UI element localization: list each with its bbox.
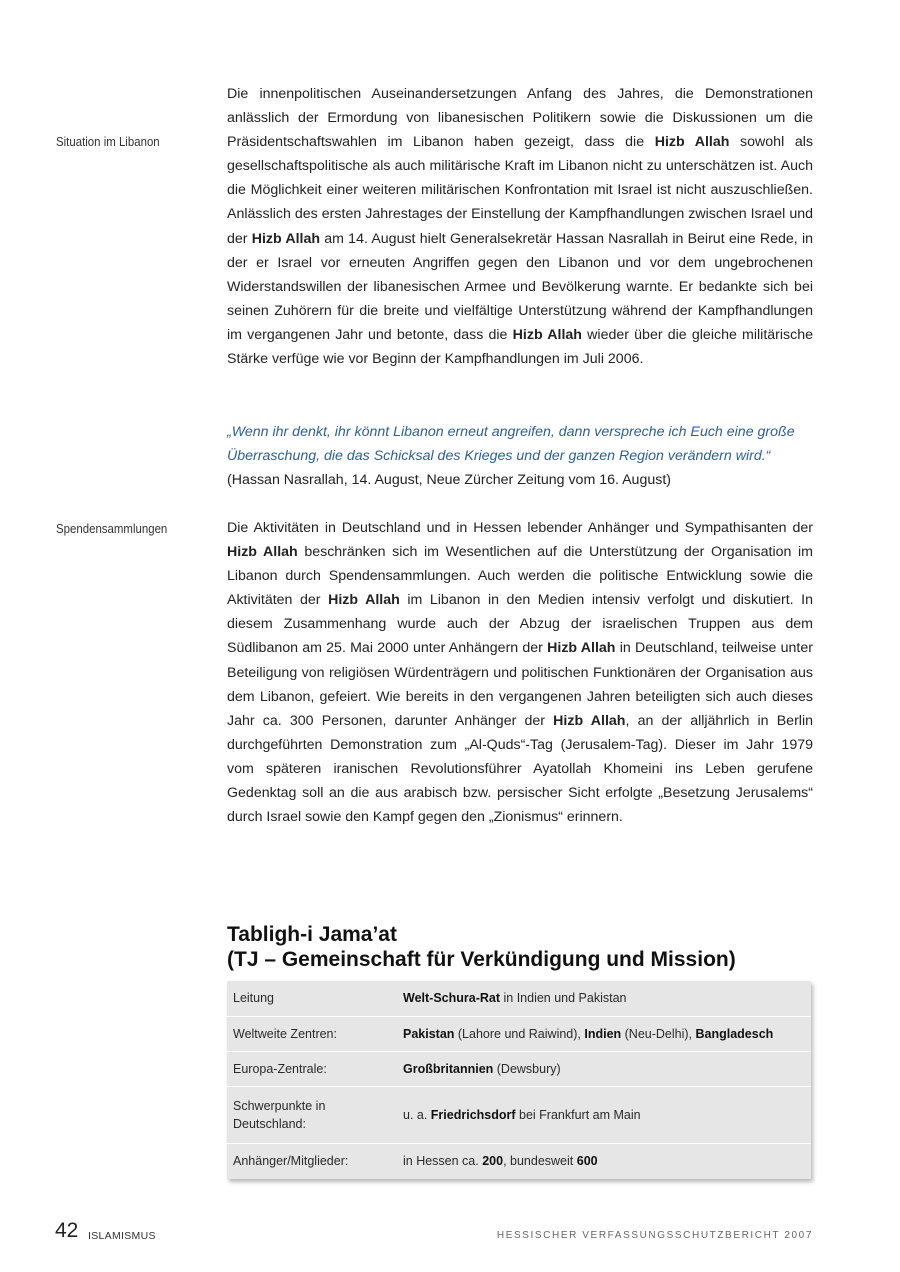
row-label: Europa-Zentrale: xyxy=(227,1051,397,1086)
text-run-bold: Indien xyxy=(584,1026,622,1041)
paragraph-situation-libanon xyxy=(227,82,813,371)
row-value xyxy=(397,1086,811,1143)
footer-publication-title: HESSISCHER VERFASSUNGSSCHUTZBERICHT 2007 xyxy=(496,1230,813,1241)
row-value xyxy=(397,1016,811,1051)
text-run: Die innenpolitischen Auseinandersetzungen Anfang des Jahres, die Demonstrationen anlässlich der Ermordung von libanesischen Politikern sowie die Diskussionen um die Präsidentschaftswahlen im Libanon haben gezeigt, dass die xyxy=(227,86,813,151)
text-run-bold: Großbritannien xyxy=(403,1061,494,1076)
text-run-bold: Welt-Schura-Rat xyxy=(403,991,501,1006)
table-row xyxy=(227,1051,811,1086)
text-run: am 14. August hielt Generalsekretär Hassan Nasrallah in Beirut eine Rede, in der er Israel vor erneuten Angriffen gegen den Libanon und vor dem ungebrochenen Widerstandswillen der libanesischen Armee und Bevölkerung warnte. Er bedankte sich bei seinen Zuhörern für die breite und vielfältige Unterstützung während der Kampfhandlungen im vergangenen Jahr und betonte, dass die xyxy=(227,230,813,343)
nasrallah-quote: „Wenn ihr denkt, ihr könnt Libanon erneut angreifen, dann verspreche ich Euch eine große Überraschung, die das Schicksal des Krieges und der ganzen Region verändern wird.“ xyxy=(227,424,795,465)
text-run: (Neu-Delhi), xyxy=(621,1026,696,1041)
text-run: in Indien und Pakistan xyxy=(500,991,627,1006)
footer-section-name: ISLAMISMUS xyxy=(88,1230,156,1242)
text-run: sowohl als gesellschaftspolitische als auch militärische Kraft im Libanon nicht zu unterschätzen ist. Auch die Möglichkeit einer weiteren militärischen Konfrontation mit Israel ist nicht auszuschließen. Anlässlich des ersten Jahrestages der Einstellung der Kampfhandlungen zwischen Israel und der xyxy=(227,134,813,247)
row-label: Schwerpunkte in Deutschland: xyxy=(227,1086,397,1143)
organization-info-table xyxy=(227,981,811,1179)
text-run-bold: Friedrichsdorf xyxy=(430,1107,516,1122)
text-run: Die Aktivitäten in Deutschland und in Hessen lebender Anhänger und Sympathisanten der xyxy=(227,520,813,536)
text-run: in Hessen ca. xyxy=(403,1154,483,1169)
text-run: (Lahore und Raiwind), xyxy=(454,1026,585,1041)
paragraph-spendensammlungen xyxy=(227,516,813,829)
table-row xyxy=(227,1143,811,1179)
text-run-bold: 200 xyxy=(482,1154,504,1169)
table-row xyxy=(227,1016,811,1051)
text-run-bold: Pakistan xyxy=(403,1026,455,1041)
text-run-bold: 600 xyxy=(576,1154,598,1169)
row-value xyxy=(397,981,811,1016)
margin-note-spenden: Spendensammlungen xyxy=(56,521,168,536)
text-run: im Libanon in den Medien intensiv verfolgt und diskutiert. In diesem Zusammenhang wurde auch der Abzug der israelischen Truppen aus dem Südlibanon am 25. Mai 2000 unter Anhängern der xyxy=(227,592,813,657)
text-run-bold: Hizb Allah xyxy=(512,326,582,343)
text-run: wieder über die gleiche militärische Stärke verfüge wie vor Beginn der Kampfhandlungen im Juli 2006. xyxy=(227,326,813,368)
text-run: (Dewsbury) xyxy=(493,1061,561,1076)
text-run: beschränken sich im Wesentlichen auf die Unterstützung der Organisation im Libanon durch Spendensammlungen. Auch werden die politische Entwicklung sowie die Aktivitäten der xyxy=(227,544,813,609)
row-value xyxy=(397,1051,811,1086)
section-heading-line1: Tabligh-i Jama’at xyxy=(227,923,397,946)
row-label: Weltweite Zentren: xyxy=(227,1016,397,1051)
text-run-bold: Hizb Allah xyxy=(227,544,298,561)
text-run: in Deutschland, teilweise unter Beteiligung von religiösen Würdenträgern und politischen Funktionären der Organisation aus dem Libanon, gefeiert. Wie bereits in den vergangenen Jahren beteiligten sich auch dieses Jahr ca. 300 Personen, darunter Anhänger der xyxy=(227,640,813,729)
text-run: bei Frankfurt am Main xyxy=(515,1107,641,1122)
text-run: , bundesweit xyxy=(503,1154,577,1169)
text-run-bold: Hizb Allah xyxy=(654,134,730,151)
margin-note-situation: Situation im Libanon xyxy=(56,134,160,149)
row-label: Anhänger/Mitglieder: xyxy=(233,1154,349,1169)
table-row xyxy=(227,1086,811,1143)
text-run-bold: Bangladesch xyxy=(695,1026,774,1041)
quote-citation: (Hassan Nasrallah, 14. August, Neue Zürcher Zeitung vom 16. August) xyxy=(227,472,671,488)
row-label: Leitung xyxy=(227,981,397,1016)
section-heading-tabligh xyxy=(227,922,827,972)
text-run-bold: Hizb Allah xyxy=(547,640,616,657)
text-run: , an der alljährlich in Berlin durchgeführten Demonstration zum „Al-Quds“-Tag (Jerusalem-Tag). Dieser im Jahr 1979 vom späteren iranischen Revolutionsführer Ayatollah Khomeini ins Leben gerufene Gedenktag soll an die aus arabisch bzw. persischer Sicht erfolgte „Besetzung Jerusalems“ durch Israel sowie den Kampf gegen den „Zionismus“ erinnern. xyxy=(227,712,813,826)
text-run: u. a. xyxy=(403,1107,431,1122)
table-row xyxy=(227,981,811,1016)
text-run-bold: Hizb Allah xyxy=(251,230,321,247)
text-run-bold: Hizb Allah xyxy=(328,592,400,609)
page-number: 42 xyxy=(55,1219,79,1242)
section-heading-line2: (TJ – Gemeinschaft für Verkündigung und Mission) xyxy=(227,948,736,971)
row-value xyxy=(397,1143,811,1179)
text-run-bold: Hizb Allah xyxy=(553,712,626,729)
